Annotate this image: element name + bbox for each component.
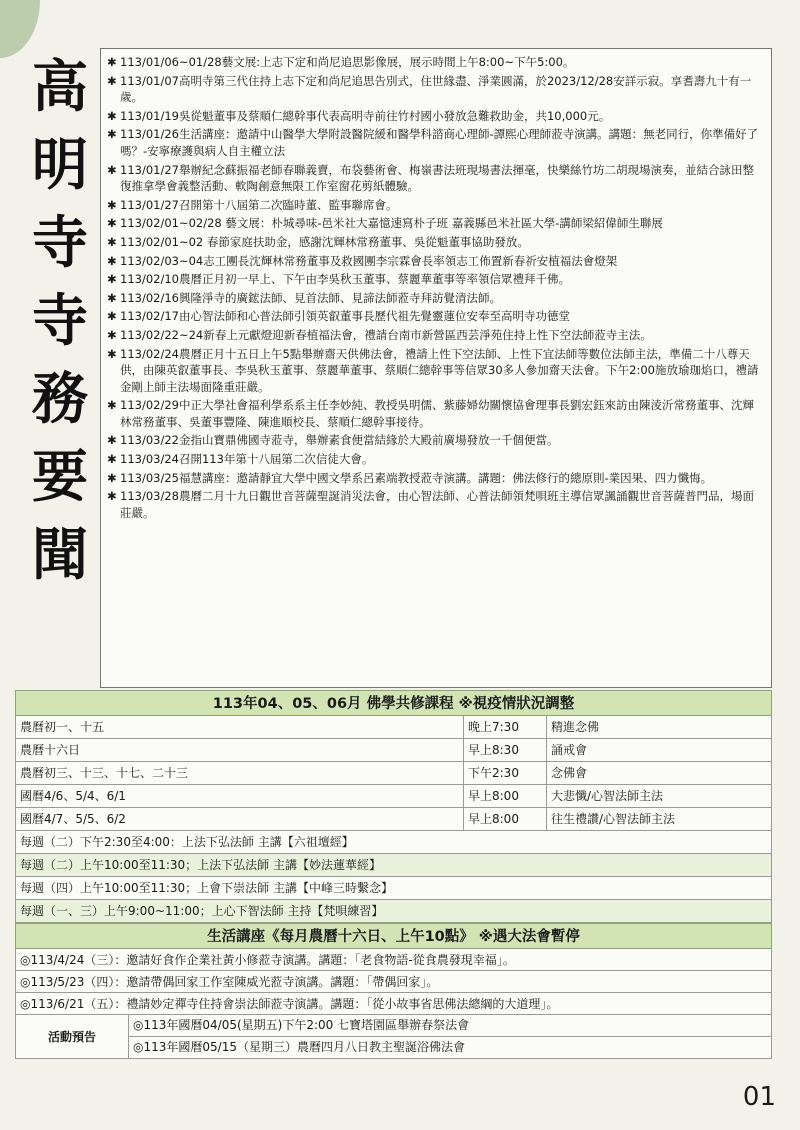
news-text: 113/01/27召開第十八屆第二次臨時董、監事聯席會。 bbox=[120, 197, 398, 212]
course-time: 晚上7:30 bbox=[464, 716, 547, 738]
title-char: 寺 bbox=[32, 210, 88, 276]
news-text: 113/01/07高明寺第三代住持上志下定和尚尼追思告別式，住世緣盡、淨業圓滿，於2023/12/28安詳示寂。享耆壽九十有一歲。 bbox=[120, 73, 752, 105]
activity-preview bbox=[15, 1015, 772, 1059]
bullet-star-icon: ✱ bbox=[107, 290, 117, 305]
bullet-star-icon: ✱ bbox=[107, 346, 117, 361]
weekly-row bbox=[15, 831, 772, 854]
news-text: 113/02/16興隆淨寺的廣鋐法師、見首法師、見諦法師蒞寺拜訪覺清法師。 bbox=[120, 290, 501, 305]
preview-item: ◎113年國曆05/15（星期三）農曆四月八日教主聖誕浴佛法會 bbox=[129, 1036, 771, 1058]
weekly-row bbox=[15, 900, 772, 923]
news-text: 113/02/01~02/28 藝文展：朴城尋味-邑米社大嘉憶速寫朴子班 嘉義縣邑米社區大學-講師梁紹偉師生聯展 bbox=[120, 216, 663, 231]
course-event: 念佛會 bbox=[551, 766, 588, 780]
weekly-row bbox=[15, 877, 772, 900]
news-text: 113/01/19吳從魁董事及蔡順仁總幹事代表高明寺前往竹村國小發放急難救助金，共10,000元。 bbox=[120, 108, 611, 123]
news-item bbox=[107, 397, 765, 430]
preview-item: ◎113年國曆04/05(星期五)下午2:00 七寶塔園區舉辦春祭法會 bbox=[133, 1018, 470, 1032]
news-item bbox=[107, 234, 765, 251]
course-day: 農曆初三、十三、十七、二十三 bbox=[16, 762, 464, 784]
course-day: 農曆初一、十五 bbox=[16, 716, 464, 738]
course-time: 早上8:00 bbox=[464, 785, 547, 807]
weekly-text: 每週（二）下午2:30至4:00：上法下弘法師 主講【六祖壇經】 bbox=[20, 835, 354, 849]
title-char: 明 bbox=[32, 132, 88, 198]
bullet-star-icon: ✱ bbox=[107, 489, 117, 504]
news-text: 113/01/06~01/28藝文展:上志下定和尚尼追思影像展，展示時間上午8:00~下午5:00。 bbox=[120, 55, 575, 69]
title-char: 高 bbox=[32, 54, 88, 120]
page-number: 01 bbox=[742, 1082, 776, 1112]
bullet-star-icon: ✱ bbox=[107, 108, 117, 123]
preview-list bbox=[129, 1015, 771, 1058]
course-event: 大悲懺/心智法師主法 bbox=[551, 789, 664, 803]
news-text: 113/02/22~24新春上元獻燈迎新春植福法會，禮請台南市新營區西芸淨苑住持上性下空法師蒞寺主法。 bbox=[120, 327, 652, 342]
preview-label: 活動預告 bbox=[16, 1015, 129, 1058]
news-text: 113/03/28農曆二月十九日觀世音菩薩聖誕消災法會，由心智法師、心普法師領梵唄班主導信眾諷誦觀世音菩薩普門品，場面莊嚴。 bbox=[120, 489, 754, 520]
news-item bbox=[107, 54, 765, 71]
course-time: 早上8:00 bbox=[464, 808, 547, 830]
news-text: 113/01/26生活講座：邀請中山醫學大學附設醫院緩和醫學科諮商心理師-譚熙心理師蒞寺演講。講題：無老同行，你準備好了嗎？-安寧療護與病人自主權立法 bbox=[120, 127, 759, 158]
title-char: 聞 bbox=[32, 522, 88, 588]
course-row bbox=[15, 716, 772, 739]
bullet-star-icon: ✱ bbox=[107, 433, 117, 448]
bullet-star-icon: ✱ bbox=[107, 452, 117, 467]
course-row bbox=[15, 785, 772, 808]
course-row bbox=[15, 762, 772, 785]
course-row bbox=[15, 739, 772, 762]
lecture-row bbox=[15, 993, 772, 1015]
news-item bbox=[107, 73, 765, 106]
bullet-star-icon: ✱ bbox=[107, 73, 117, 88]
bullet-star-icon: ✱ bbox=[107, 127, 117, 142]
news-item bbox=[107, 432, 765, 449]
bullet-star-icon: ✱ bbox=[107, 253, 117, 268]
news-item bbox=[107, 290, 765, 307]
news-text: 113/02/10農曆正月初一早上、下午由李吳秋玉董事、蔡麗華董事等率領信眾禮拜千佛。 bbox=[120, 272, 570, 287]
news-item bbox=[107, 162, 765, 195]
title-char: 務 bbox=[32, 366, 88, 432]
course-header: 113年04、05、06月 佛學共修課程 ※視疫情狀況調整 bbox=[15, 690, 772, 716]
news-text: 113/03/24召開113年第十八屆第二次信徒大會。 bbox=[120, 452, 374, 467]
weekly-text: 每週（一、三）上午9:00~11:00；上心下智法師 主持【梵唄練習】 bbox=[20, 904, 384, 918]
weekly-row bbox=[15, 854, 772, 877]
course-time: 下午2:30 bbox=[464, 762, 547, 784]
course-time: 早上8:30 bbox=[464, 739, 547, 761]
weekly-text: 每週（四）上午10:00至11:30；上會下崇法師 主講【中峰三時繫念】 bbox=[20, 881, 393, 895]
news-text: 113/02/29中正大學社會福利學系系主任李妙純、教授吳明儒、紫藤婦幼關懷協會理事長劉宏鈺來訪由陳淩沂常務董事、沈輝林常務董事、吳董事豐隆、陳進順校長、蔡順仁總幹事接待。 bbox=[120, 398, 754, 429]
bullet-star-icon: ✱ bbox=[107, 216, 117, 231]
schedule-table bbox=[15, 690, 772, 1059]
lecture-header: 生活講座《每月農曆十六日、上午10點》 ※遇大法會暫停 bbox=[15, 923, 772, 949]
page-title bbox=[22, 48, 98, 686]
course-event: 誦戒會 bbox=[551, 743, 588, 757]
bullet-star-icon: ✱ bbox=[107, 55, 117, 69]
lecture-row bbox=[15, 949, 772, 971]
news-item bbox=[107, 488, 765, 521]
news-text: 113/02/01~02 春節家庭扶助金，感謝沈輝林常務董事、吳從魁董事協助發放。 bbox=[120, 234, 529, 249]
bullet-star-icon: ✱ bbox=[107, 470, 117, 485]
bullet-star-icon: ✱ bbox=[107, 197, 117, 212]
news-item bbox=[107, 253, 765, 270]
lecture-text: ◎113/6/21（五）：禮請妙定禪寺住持會崇法師蒞寺演講。講題：「從小故事省思佛法總綱的大道理」。 bbox=[20, 997, 559, 1011]
lecture-text: ◎113/4/24（三）：邀請好食作企業社黃小修蒞寺演講。講題：「老食物語-從食農發現幸福」。 bbox=[20, 953, 515, 967]
bullet-star-icon: ✱ bbox=[107, 162, 117, 177]
title-char: 寺 bbox=[32, 288, 88, 354]
lecture-text: ◎113/5/23（四）：邀請帶偶回家工作室陳威光蒞寺演講。講題：「帶偶回家」。 bbox=[20, 975, 439, 989]
course-day: 農曆十六日 bbox=[16, 739, 464, 761]
news-text: 113/02/17由心智法師和心普法師引領英叡董事長歷代祖先覺靈蓮位安奉至高明寺功德堂 bbox=[120, 309, 570, 324]
bullet-star-icon: ✱ bbox=[107, 327, 117, 342]
news-text: 113/01/27舉辦紀念蘇振福老師春聯義賣，布袋藝術會、梅嶺書法班現場書法揮毫，快樂絲竹坊二胡現場演奏，並結合詠田整復推拿學會義整活動、軟陶創意無限工作室窗花剪紙體驗。 bbox=[120, 162, 754, 194]
course-row bbox=[15, 808, 772, 831]
lecture-row bbox=[15, 971, 772, 993]
news-item bbox=[107, 126, 765, 159]
bullet-star-icon: ✱ bbox=[107, 234, 117, 249]
news-text: 113/03/25福慧講座：邀請靜宜大學中國文學系呂素端教授蒞寺演講。講題：佛法修行的總原則-業因果、四力懺悔。 bbox=[120, 470, 713, 485]
news-item bbox=[107, 108, 765, 125]
bullet-star-icon: ✱ bbox=[107, 272, 117, 287]
bullet-star-icon: ✱ bbox=[107, 398, 117, 413]
news-item bbox=[107, 197, 765, 214]
weekly-text: 每週（二）上午10:00至11:30；上法下弘法師 主講【妙法蓮華經】 bbox=[20, 858, 381, 872]
news-item bbox=[107, 451, 765, 468]
title-char: 要 bbox=[32, 444, 88, 510]
news-item bbox=[107, 271, 765, 288]
news-item bbox=[107, 215, 765, 232]
news-text: 113/02/03~04志工團長沈輝林常務董事及救國團李宗霖會長率領志工佈置新春祈安植福法會燈架 bbox=[120, 253, 618, 268]
news-text: 113/02/24農曆正月十五日上午5點舉辦齋天供佛法會，禮請上性下空法師、上性下宜法師等數位法師主法，準備二十八尊天供，由陳英叡董事長、李吳秋玉董事、蔡麗華董事、蔡順仁總幹事等信眾30多人參加齋天法會。下午2:00施放瑜珈焰口，禮請金剛上師主法場面隆重莊嚴。 bbox=[120, 346, 759, 394]
course-day: 國曆4/7、5/5、6/2 bbox=[16, 808, 464, 830]
course-event: 精進念佛 bbox=[551, 720, 600, 734]
news-item bbox=[107, 470, 765, 487]
course-event: 往生禮讚/心智法師主法 bbox=[551, 812, 676, 826]
bullet-star-icon: ✱ bbox=[107, 309, 117, 324]
news-item bbox=[107, 327, 765, 344]
news-list bbox=[100, 48, 772, 688]
course-day: 國曆4/6、5/4、6/1 bbox=[16, 785, 464, 807]
news-item bbox=[107, 346, 765, 396]
news-item bbox=[107, 308, 765, 325]
news-text: 113/03/22金指山寶鼎佛國寺蒞寺，舉辦素食便當結緣於大殿前廣場發放一千個便當。 bbox=[120, 433, 559, 448]
